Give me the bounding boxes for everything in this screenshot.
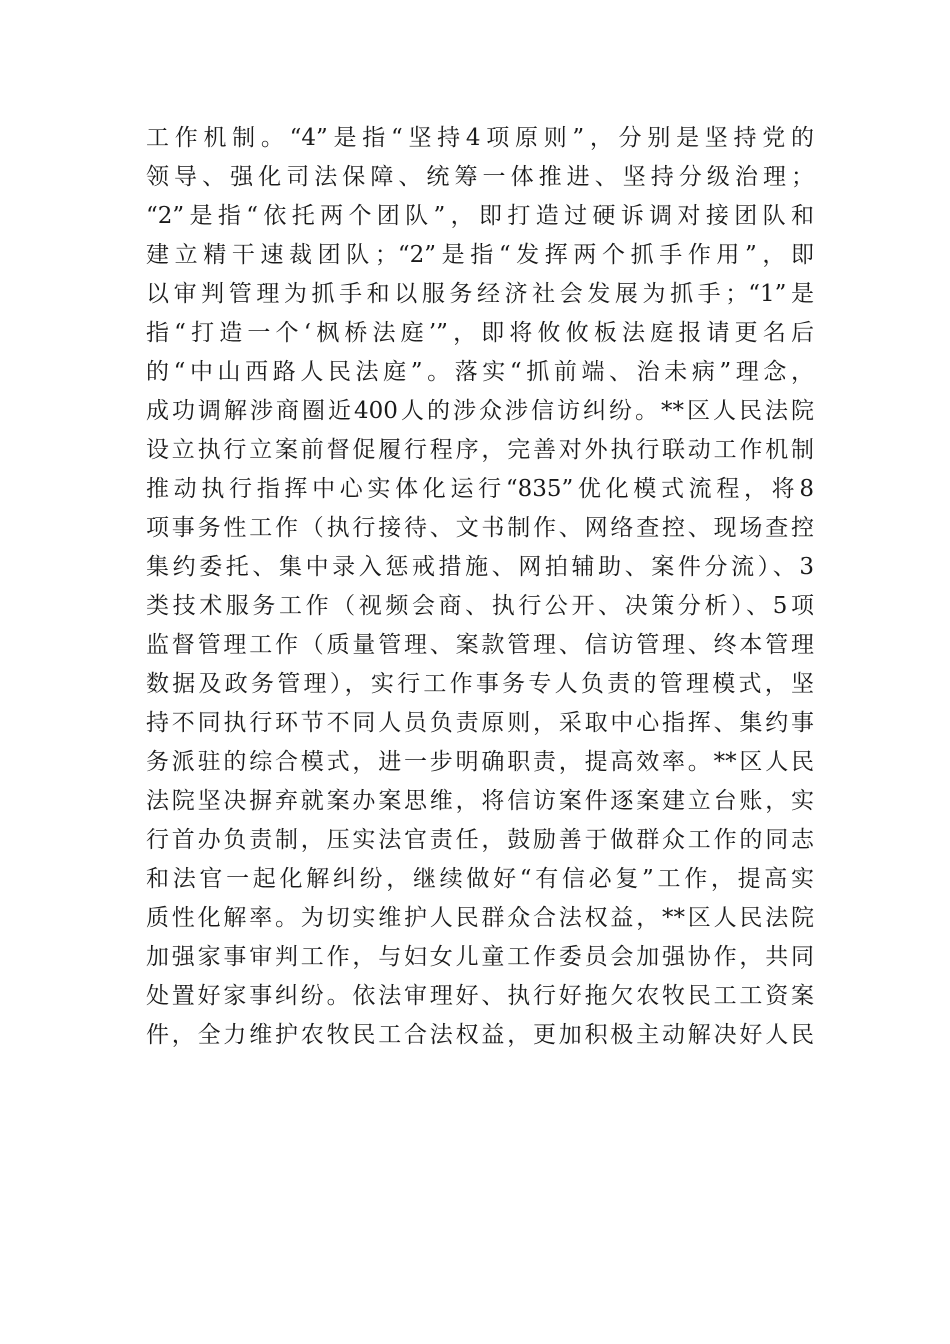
text-line: 集约委托、集中录入惩戒措施、网拍辅助、案件分流）、3 bbox=[146, 554, 814, 580]
text-line: 处置好家事纠纷。依法审理好、执行好拖欠农牧民工工资案 bbox=[146, 983, 814, 1009]
text-line: 工作机制。“4”是指“坚持4项原则”，分别是坚持党的 bbox=[146, 125, 814, 151]
text-line: 持不同执行环节不同人员负责原则，采取中心指挥、集约事 bbox=[146, 710, 814, 736]
text-line: 加强家事审判工作，与妇女儿童工作委员会加强协作，共同 bbox=[146, 944, 814, 970]
text-line: 领导、强化司法保障、统筹一体推进、坚持分级治理； bbox=[146, 164, 814, 190]
text-line: 法院坚决摒弃就案办案思维，将信访案件逐案建立台账，实 bbox=[146, 788, 814, 814]
text-line: 行首办负责制，压实法官责任，鼓励善于做群众工作的同志 bbox=[146, 827, 814, 853]
text-line: 类技术服务工作（视频会商、执行公开、决策分析）、5项 bbox=[146, 593, 814, 619]
text-line: 务派驻的综合模式，进一步明确职责，提高效率。**区人民 bbox=[146, 749, 814, 775]
text-line: 推动执行指挥中心实体化运行“835”优化模式流程，将8 bbox=[146, 476, 814, 502]
body-paragraph bbox=[146, 119, 814, 1055]
text-line: 指“打造一个‘枫桥法庭’”，即将攸攸板法庭报请更名后 bbox=[146, 320, 814, 346]
text-line: “2”是指“依托两个团队”，即打造过硬诉调对接团队和 bbox=[146, 203, 814, 229]
text-line: 以审判管理为抓手和以服务经济社会发展为抓手；“1”是 bbox=[146, 281, 814, 307]
text-line: 建立精干速裁团队；“2”是指“发挥两个抓手作用”，即 bbox=[146, 242, 814, 268]
text-line: 和法官一起化解纠纷，继续做好“有信必复”工作，提高实 bbox=[146, 866, 814, 892]
text-line: 件，全力维护农牧民工合法权益，更加积极主动解决好人民 bbox=[146, 1022, 814, 1048]
text-line: 成功调解涉商圈近400人的涉众涉信访纠纷。**区人民法院 bbox=[146, 398, 814, 424]
text-line: 项事务性工作（执行接待、文书制作、网络查控、现场查控 bbox=[146, 515, 814, 541]
text-line: 监督管理工作（质量管理、案款管理、信访管理、终本管理 bbox=[146, 632, 814, 658]
text-line: 设立执行立案前督促履行程序，完善对外执行联动工作机制 bbox=[146, 437, 814, 463]
text-line: 质性化解率。为切实维护人民群众合法权益，**区人民法院 bbox=[146, 905, 814, 931]
text-line: 数据及政务管理），实行工作事务专人负责的管理模式，坚 bbox=[146, 671, 814, 697]
text-line: 的“中山西路人民法庭”。落实“抓前端、治未病”理念， bbox=[146, 359, 814, 385]
